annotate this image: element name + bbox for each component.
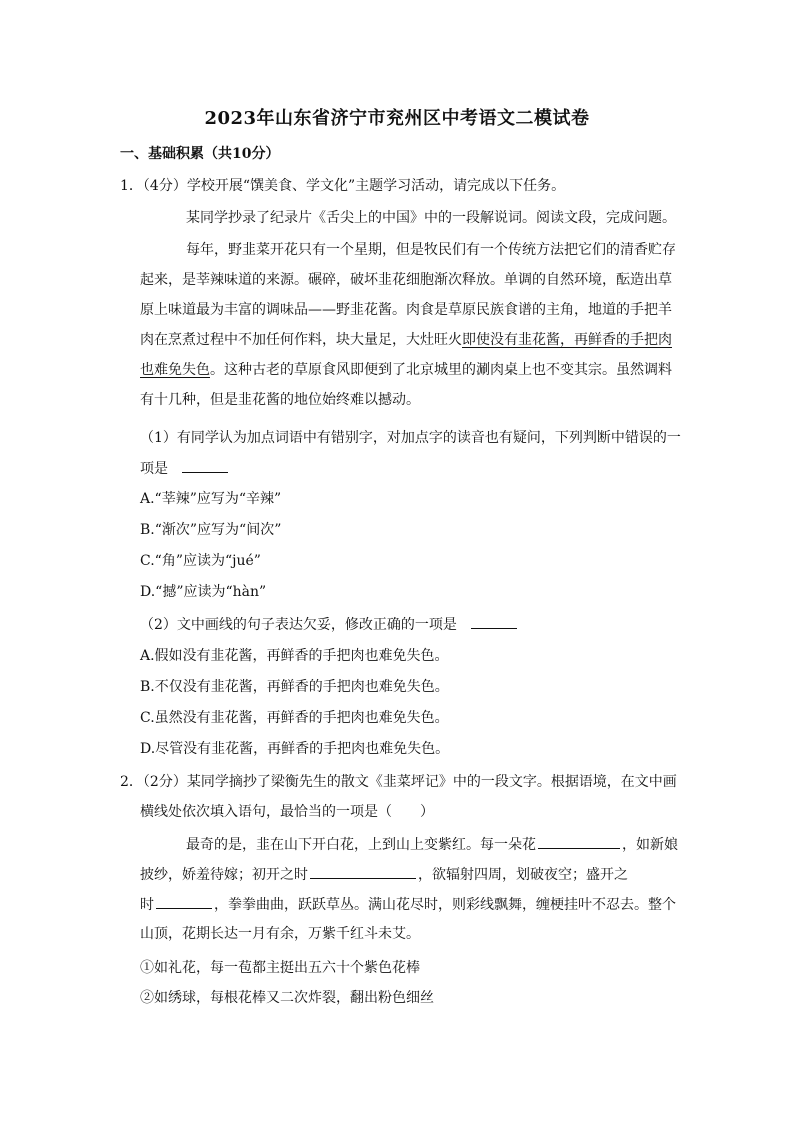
- q2-stem-line2: 横线处依次填入语句，最恰当的一项是（ ）: [140, 804, 434, 820]
- q1-passage-text: 肉在烹煮过程中不加任何作料，块大量足，大灶旺火: [140, 332, 462, 348]
- fill-blank[interactable]: [156, 894, 212, 909]
- q1-stem: 1．（4分）学校开展“馔美食、学文化”主题学习活动，请完成以下任务。: [120, 178, 566, 194]
- q1-passage-line: [140, 360, 672, 380]
- q2-passage-line: 最奇的是，韭在山下开白花，上到山上变紫红。每一朵花 ，如新娘: [186, 834, 678, 855]
- q1-sub1-stem-line2: 项是: [140, 458, 230, 479]
- q2-stem: 2．（2分）某同学摘抄了梁衡先生的散文《韭菜坪记》中的一段文字。根据语境，在文中画: [120, 774, 677, 790]
- q1-underlined-sentence-end: 也难免失色: [140, 362, 210, 378]
- q2-passage-line: 时 ，拳拳曲曲，跃跃草丛。满山花尽时，则彩线飘舞，缠梗挂叶不忍去。整个: [140, 894, 676, 915]
- fill-blank[interactable]: [310, 864, 416, 879]
- q1-sub1-option-b: B.“渐次”应写为“间次”: [140, 522, 282, 538]
- q1-sub1-option-a: A.“莘辣”应写为“辛辣”: [140, 491, 282, 507]
- q1-sub2-option-d: D.尽管没有韭花酱，再鲜香的手把肉也难免失色。: [140, 741, 450, 757]
- q1-sub1-stem: （1）有同学认为加点词语中有错别字，对加点字的读音也有疑问，下列判断中错误的一: [140, 430, 681, 446]
- fill-blank[interactable]: [538, 834, 620, 849]
- q1-sub1-option-c: C.“角”应读为“jué”: [140, 553, 261, 569]
- answer-blank[interactable]: [182, 458, 228, 473]
- q1-sub2-option-b: B.不仅没有韭花酱，再鲜香的手把肉也难免失色。: [140, 679, 449, 695]
- q1-intro: 某同学抄录了纪录片《舌尖上的中国》中的一段解说词。阅读文段，完成问题。: [186, 210, 676, 226]
- q1-passage-line: 起来，是莘辣味道的来源。碾碎，破坏韭花细胞渐次释放。单调的自然环境，酝造出草: [140, 272, 672, 288]
- section-heading: 一、基础积累（共10分）: [120, 146, 280, 162]
- q1-passage-text: 。这种古老的草原食风即便到了北京城里的涮肉桌上也不变其宗。虽然调料: [210, 362, 672, 378]
- q1-passage-line: 有十几种，但是韭花酱的地位始终难以撼动。: [140, 392, 420, 408]
- q1-sub2-option-a: A.假如没有韭花酱，再鲜香的手把肉也难免失色。: [140, 648, 449, 664]
- q1-passage-line: 每年，野韭菜开花只有一个星期，但是牧民们有一个传统方法把它们的清香贮存: [186, 242, 676, 258]
- q1-underlined-sentence: 即使没有韭花酱，再鲜香的手把肉: [462, 332, 672, 348]
- q2-item-2: ②如绣球，每根花棒又二次炸裂，翻出粉色细丝: [140, 990, 434, 1006]
- q1-sub2-stem: （2）文中画线的句子表达欠妥，修改正确的一项是: [140, 614, 519, 635]
- q2-passage-line: 披纱，娇羞待嫁；初开之时 ，欲辐射四周，划破夜空；盛开之: [140, 864, 628, 885]
- page-title: 2023年山东省济宁市兖州区中考语文二模试卷: [204, 108, 590, 129]
- q1-passage-line: 原上味道最为丰富的调味品——野韭花酱。肉食是草原民族食谱的主角，地道的手把羊: [140, 302, 672, 318]
- q2-passage-line: 山顶，花期长达一月有余，万紫千红斗未艾。: [140, 926, 420, 942]
- q2-item-1: ①如礼花，每一苞都主挺出五六十个紫色花棒: [140, 960, 420, 976]
- answer-blank[interactable]: [471, 614, 517, 629]
- q1-passage-line: [140, 330, 672, 350]
- q1-sub1-option-d: D.“撼”应读为“hàn”: [140, 584, 267, 600]
- q1-sub2-option-c: C.虽然没有韭花酱，再鲜香的手把肉也难免失色。: [140, 710, 449, 726]
